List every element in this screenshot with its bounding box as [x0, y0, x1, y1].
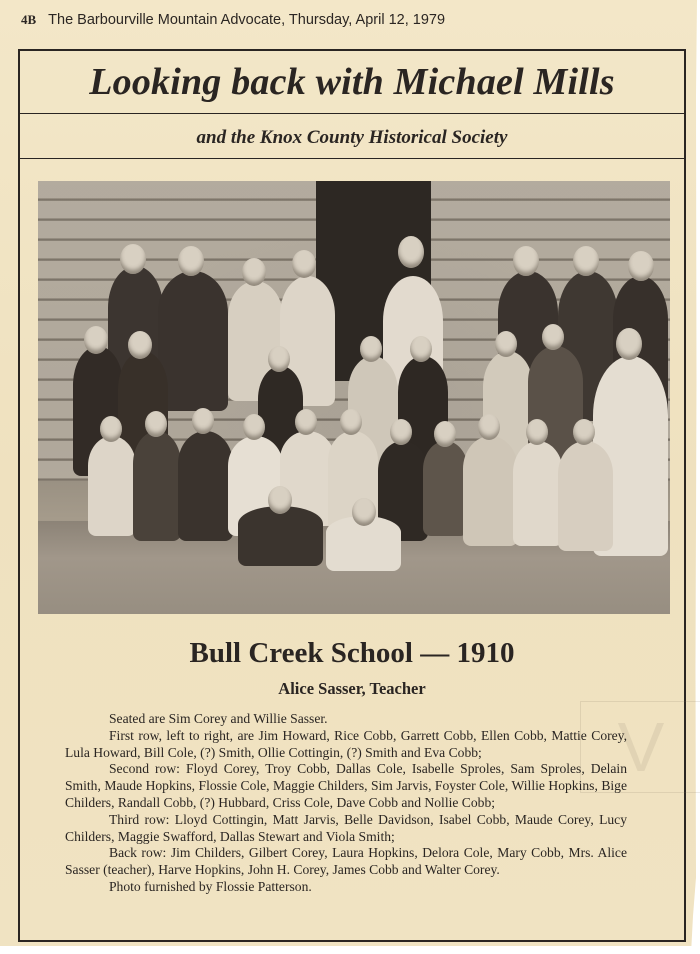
second-row-paragraph: Second row: Floyd Corey, Troy Cobb, Dallas Cole, Isabelle Sproles, Sam Sproles, Delain Smith, Maude Hopkins, Flossie Cole, Maggie Childers, Sim Jarvis, Foyster Cole, Willie Hopkins, Bige Childers, Randall Cobb, (?) Hubbard, Criss Cole, Dave Cobb and Nollie Cobb; [65, 761, 627, 810]
student-group [58, 236, 648, 566]
person-head [434, 421, 456, 447]
person-head [178, 246, 204, 276]
column-title-band [20, 51, 684, 114]
person-head [478, 414, 500, 440]
person-head [542, 324, 564, 350]
person-head [573, 246, 599, 276]
person-head [340, 409, 362, 435]
seated-paragraph: Seated are Sim Corey and Willie Sasser. [109, 711, 328, 726]
masthead [21, 12, 445, 28]
photo-credit: Photo furnished by Flossie Patterson. [109, 878, 312, 894]
person-figure [558, 441, 613, 551]
person-head [352, 498, 376, 526]
caption-subtitle: Alice Sasser, Teacher [278, 679, 426, 698]
person-figure [178, 431, 233, 541]
person-head [268, 486, 292, 514]
caption-title: Bull Creek School — 1910 [189, 637, 515, 669]
back-row-paragraph: Back row: Jim Childers, Gilbert Corey, Laura Hopkins, Delora Cole, Mary Cobb, Mrs. Alice Sasser (teacher), Harve Hopkins, John H. Corey, James Cobb and Walter Corey. [65, 845, 627, 878]
person-head [513, 246, 539, 276]
bleed-through-text: V [580, 701, 700, 793]
school-group-photo [38, 181, 670, 614]
person-figure [423, 441, 468, 536]
person-head [268, 346, 290, 372]
page-bottom-edge [0, 946, 700, 954]
person-head [398, 236, 424, 268]
person-head [84, 326, 108, 354]
article-frame [18, 49, 686, 942]
person-figure [158, 271, 228, 411]
person-head [526, 419, 548, 445]
person-head [120, 244, 146, 274]
person-figure [88, 436, 136, 536]
person-head [243, 414, 265, 440]
teacher-head [616, 328, 642, 360]
person-head [100, 416, 122, 442]
person-head [192, 408, 214, 434]
person-figure [463, 436, 518, 546]
person-head [628, 251, 654, 281]
person-head [292, 250, 316, 278]
column-subtitle: and the Knox County Historical Society [196, 127, 508, 148]
person-head [360, 336, 382, 362]
page-number: 4B [21, 12, 37, 27]
first-row-paragraph: First row, left to right, are Jim Howard, Rice Cobb, Garrett Cobb, Ellen Cobb, Mattie Corey, Lula Howard, Bill Cole, (?) Smith, Ollie Cottingin, (?) Smith and Eva Cobb; [65, 727, 627, 760]
seated-boy-figure [238, 506, 323, 566]
person-head [410, 336, 432, 362]
column-title: Looking back with Michael Mills [89, 61, 615, 103]
caption-body [65, 711, 627, 896]
person-head [295, 409, 317, 435]
person-head [573, 419, 595, 445]
person-head [128, 331, 152, 359]
column-subtitle-band [20, 114, 684, 159]
person-head [495, 331, 517, 357]
person-head [390, 419, 412, 445]
person-head [145, 411, 167, 437]
person-figure [513, 441, 563, 546]
person-head [242, 258, 266, 286]
publication-line: The Barbourville Mountain Advocate, Thursday, April 12, 1979 [48, 12, 446, 28]
third-row-paragraph: Third row: Lloyd Cottingin, Matt Jarvis, Belle Davidson, Isabel Cobb, Maude Corey, Lucy Childers, Maggie Swafford, Dallas Stewart and Viola Smith; [65, 811, 627, 844]
person-figure [133, 431, 181, 541]
